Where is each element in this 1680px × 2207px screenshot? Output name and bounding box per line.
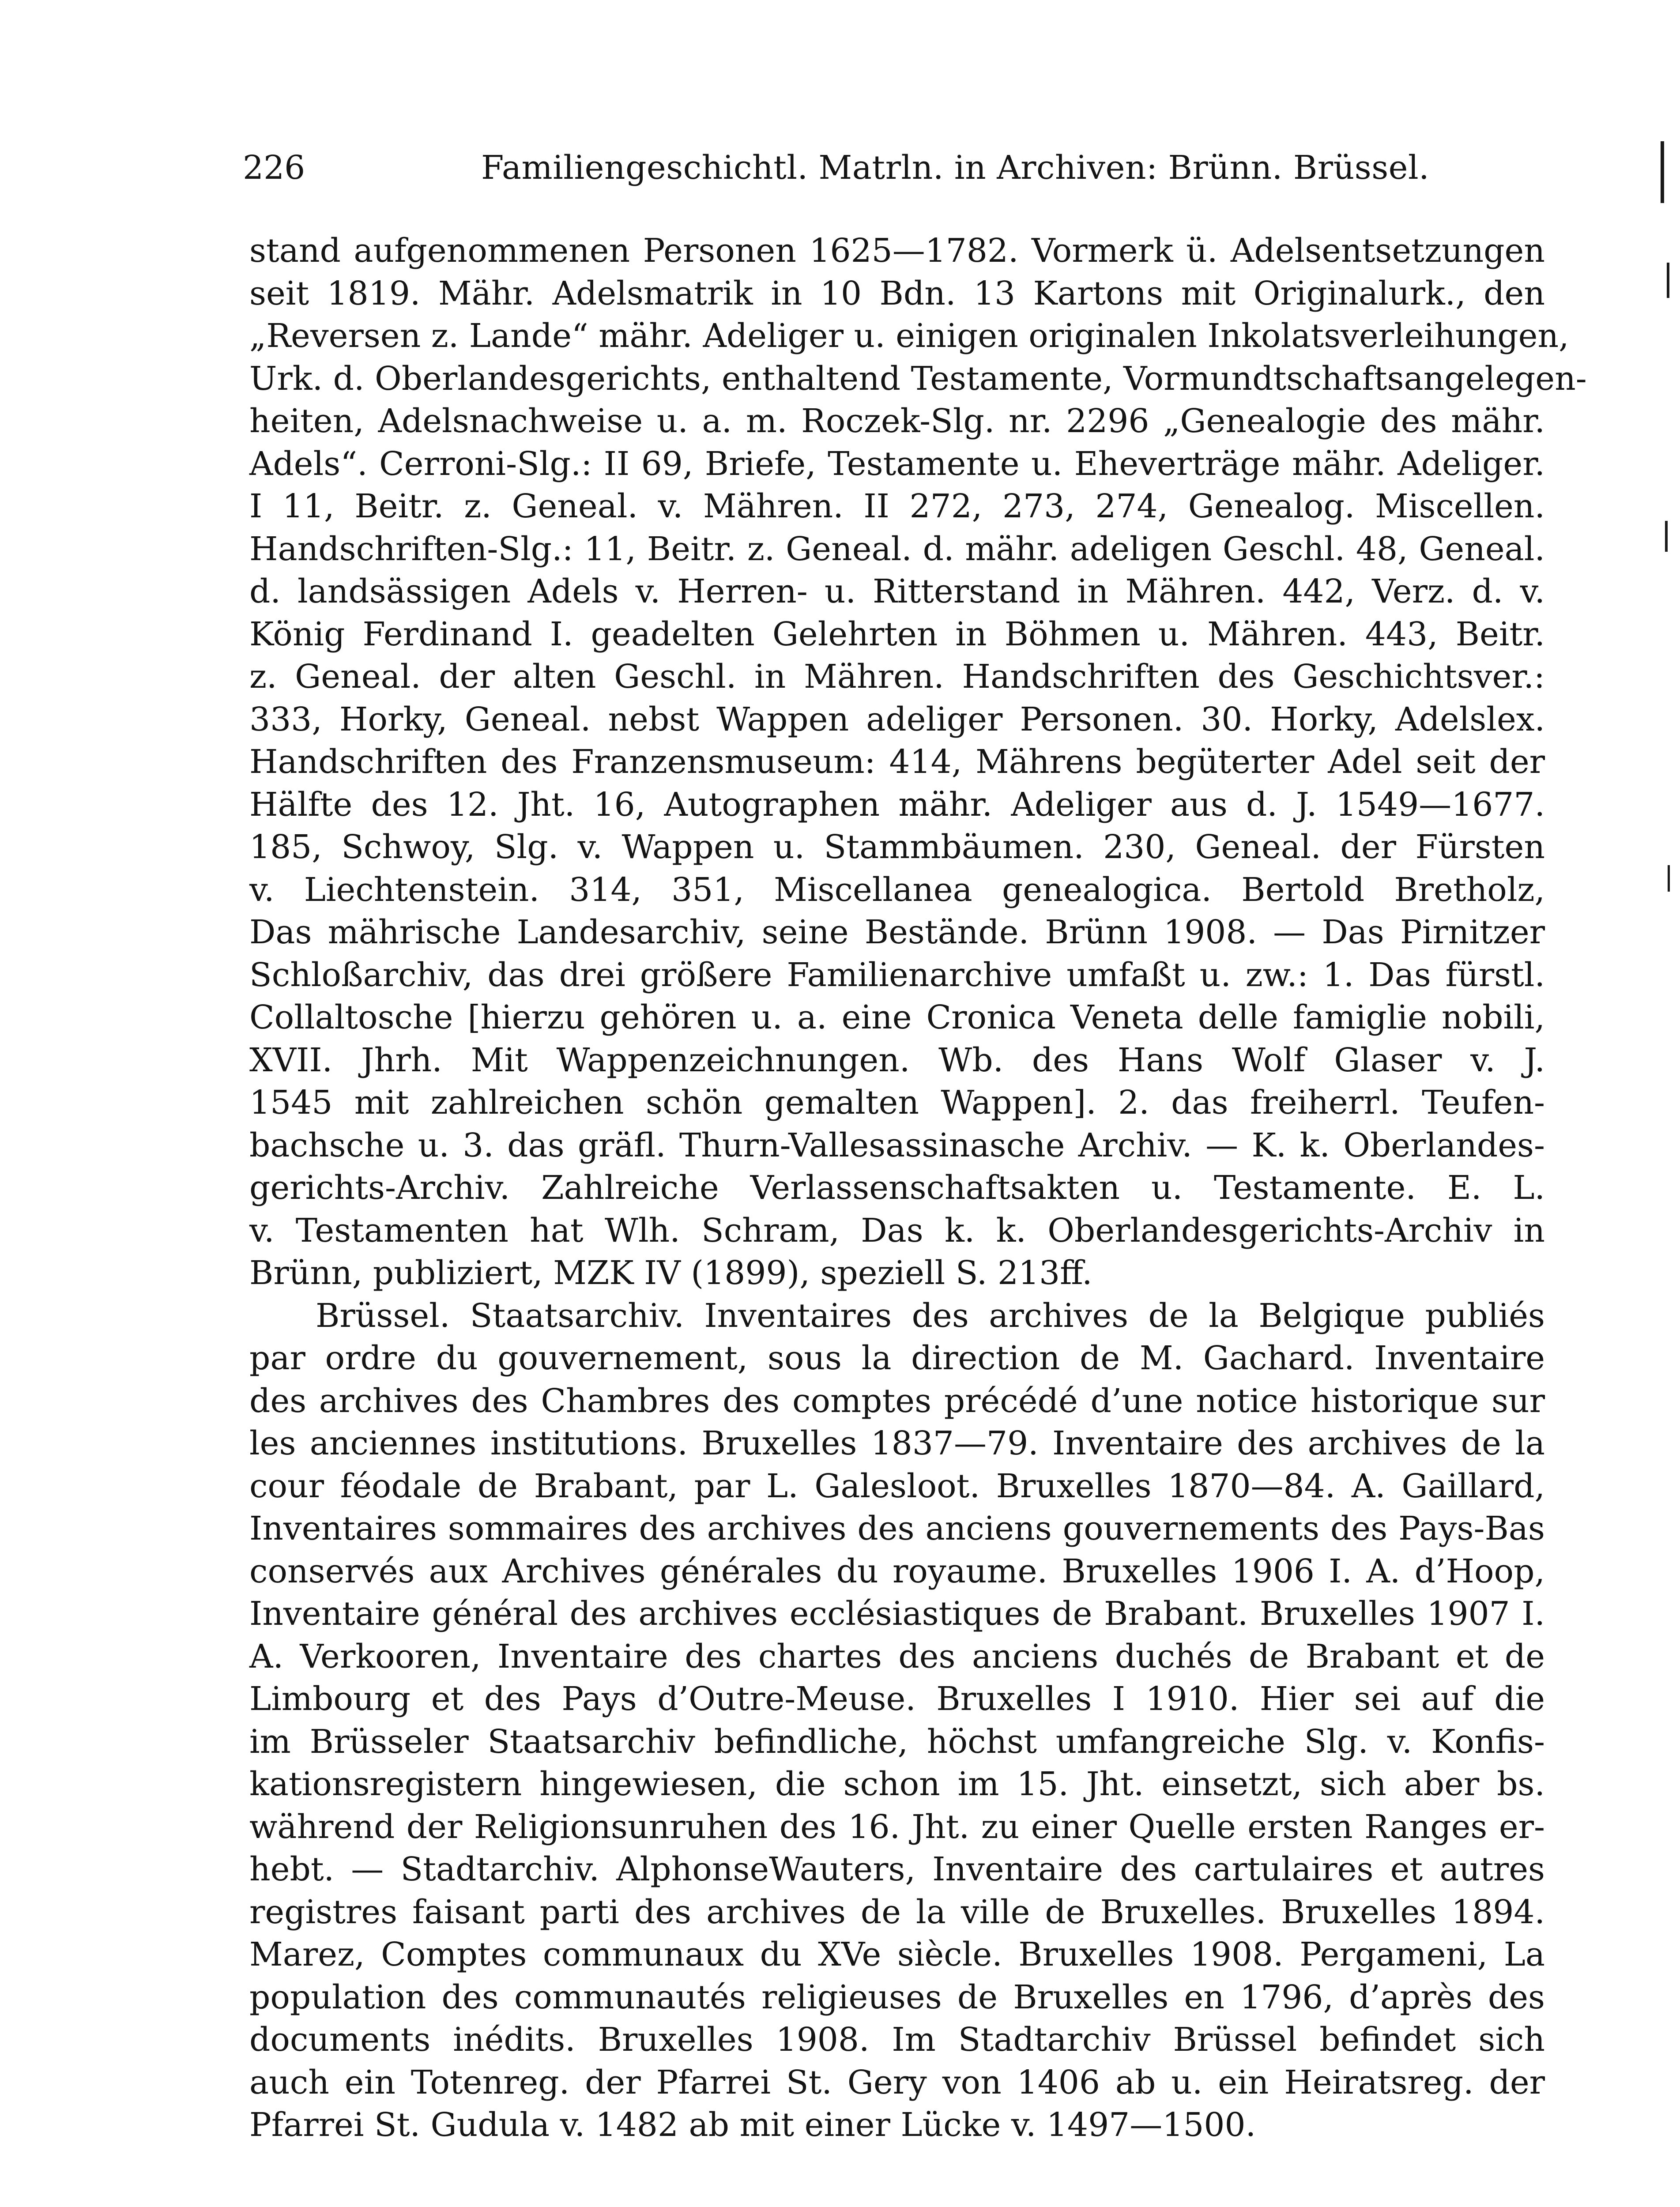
text-line: Brünn, publiziert, MZK IV (1899), speziell S. 213ff. [249, 1254, 1092, 1292]
text-line: v. Liechtenstein. 314, 351, Miscellanea genealogica. Bertold Bretholz, [249, 870, 1545, 909]
text-line: hebt. — Stadtarchiv. AlphonseWauters, Inventaire des cartulaires et autres [249, 1850, 1545, 1888]
text-line: kationsregistern hingewiesen, die schon im 15. Jht. einsetzt, sich aber bs. [249, 1765, 1545, 1803]
text-line: während der Religionsunruhen des 16. Jht. zu einer Quelle ersten Ranges er- [249, 1808, 1545, 1846]
text-line: population des communautés religieuses de Bruxelles en 1796, d’après des [249, 1978, 1545, 2016]
text-line: Hälfte des 12. Jht. 16, Autographen mähr. Adeliger aus d. J. 1549—1677. [249, 785, 1545, 824]
scan-edge-mark [1665, 521, 1668, 552]
text-line: „Reversen z. Lande“ mähr. Adeliger u. einigen originalen Inkolatsverleihungen, [249, 317, 1569, 355]
text-line: heiten, Adelsnachweise u. a. m. Roczek-Slg. nr. 2296 „Genealogie des mähr. [249, 402, 1545, 440]
text-line: 1545 mit zahlreichen schön gemalten Wappen]. 2. das freiherrl. Teufen- [249, 1084, 1545, 1122]
text-line: Adels“. Cerroni-Slg.: II 69, Briefe, Testamente u. Eheverträge mähr. Adeliger. [249, 444, 1545, 483]
text-line: par ordre du gouvernement, sous la direction de M. Gachard. Inventaire [249, 1339, 1545, 1377]
scan-edge-mark [1661, 141, 1664, 203]
text-line: d. landsässigen Adels v. Herren- u. Ritterstand in Mähren. 442, Verz. d. v. [249, 572, 1545, 610]
text-line: auch ein Totenreg. der Pfarrei St. Gery von 1406 ab u. ein Heiratsreg. der [249, 2063, 1545, 2102]
text-line: XVII. Jhrh. Mit Wappenzeichnungen. Wb. des Hans Wolf Glaser v. J. [249, 1041, 1545, 1079]
text-line: Limbourg et des Pays d’Outre-Meuse. Bruxelles I 1910. Hier sei auf die [249, 1680, 1545, 1718]
text-line: conservés aux Archives générales du royaume. Bruxelles 1906 I. A. d’Hoop, [249, 1552, 1545, 1590]
text-line: Pfarrei St. Gudula v. 1482 ab mit einer Lücke v. 1497—1500. [249, 2106, 1256, 2144]
text-line: des archives des Chambres des comptes précédé d’une notice historique sur [249, 1382, 1545, 1420]
text-line: Handschriften des Franzensmuseum: 414, Mährens begüterter Adel seit der [249, 743, 1545, 781]
text-line: registres faisant parti des archives de la ville de Bruxelles. Bruxelles 1894. [249, 1893, 1545, 1931]
text-line: König Ferdinand I. geadelten Gelehrten in Böhmen u. Mähren. 443, Beitr. [249, 615, 1545, 653]
body-text [249, 230, 1587, 2147]
text-line: bachsche u. 3. das gräfl. Thurn-Vallesassinasche Archiv. — K. k. Oberlandes- [249, 1126, 1545, 1164]
text-line: gerichts-Archiv. Zahlreiche Verlassenschaftsakten u. Testamente. E. L. [249, 1169, 1545, 1207]
text-line: Schloßarchiv, das drei größere Familienarchive umfaßt u. zw.: 1. Das fürstl. [249, 956, 1545, 994]
scan-edge-mark [1668, 865, 1670, 892]
text-line: v. Testamenten hat Wlh. Schram, Das k. k. Oberlandesgerichts-Archiv in [249, 1211, 1545, 1250]
running-title: Familiengeschichtl. Matrln. in Archiven: Brünn. Brüssel. [481, 149, 1430, 187]
text-line: Urk. d. Oberlandesgerichts, enthaltend Testamente, Vormundtschaftsangelegen- [249, 359, 1587, 398]
text-line: I 11, Beitr. z. Geneal. v. Mähren. II 272, 273, 274, Genealog. Miscellen. [249, 487, 1545, 525]
text-line: Inventaires sommaires des archives des anciens gouvernements des Pays-Bas [249, 1510, 1545, 1548]
text-line-bruessel-start: Brüssel. Staatsarchiv. Inventaires des archives de la Belgique publiés [316, 1296, 1545, 1335]
text-line: seit 1819. Mähr. Adelsmatrik in 10 Bdn. 13 Kartons mit Originalurk., den [249, 274, 1545, 313]
text-line: 185, Schwoy, Slg. v. Wappen u. Stammbäumen. 230, Geneal. der Fürsten [249, 828, 1545, 866]
text-line: A. Verkooren, Inventaire des chartes des anciens duchés de Brabant et de [249, 1637, 1545, 1676]
text-line: documents inédits. Bruxelles 1908. Im Stadtarchiv Brüssel befindet sich [249, 2021, 1545, 2059]
text-line: Collaltosche [hierzu gehören u. a. eine Cronica Veneta delle famiglie nobili, [249, 998, 1545, 1036]
text-line: les anciennes institutions. Bruxelles 1837—79. Inventaire des archives de la [249, 1424, 1545, 1462]
text-line: cour féodale de Brabant, par L. Galesloot. Bruxelles 1870—84. A. Gaillard, [249, 1467, 1545, 1505]
text-line: Marez, Comptes communaux du XVe siècle. Bruxelles 1908. Pergameni, La [249, 1936, 1545, 1973]
text-line: Inventaire général des archives ecclésiastiques de Brabant. Bruxelles 1907 I. [249, 1595, 1545, 1633]
text-line: z. Geneal. der alten Geschl. in Mähren. Handschriften des Geschichtsver.: [249, 658, 1545, 696]
scan-edge-mark [1667, 263, 1669, 298]
text-line: 333, Horky, Geneal. nebst Wappen adeliger Personen. 30. Horky, Adelslex. [249, 700, 1545, 738]
text-line: Das mährische Landesarchiv, seine Bestände. Brünn 1908. — Das Pirnitzer [249, 913, 1545, 951]
text-line: im Brüsseler Staatsarchiv befindliche, höchst umfangreiche Slg. v. Konfis- [249, 1722, 1545, 1761]
text-line: Handschriften-Slg.: 11, Beitr. z. Geneal. d. mähr. adeligen Geschl. 48, Geneal. [249, 530, 1545, 568]
page-header [243, 139, 1430, 196]
text-line: stand aufgenommenen Personen 1625—1782. Vormerk ü. Adelsentsetzungen [249, 232, 1545, 270]
page-number: 226 [243, 149, 305, 187]
